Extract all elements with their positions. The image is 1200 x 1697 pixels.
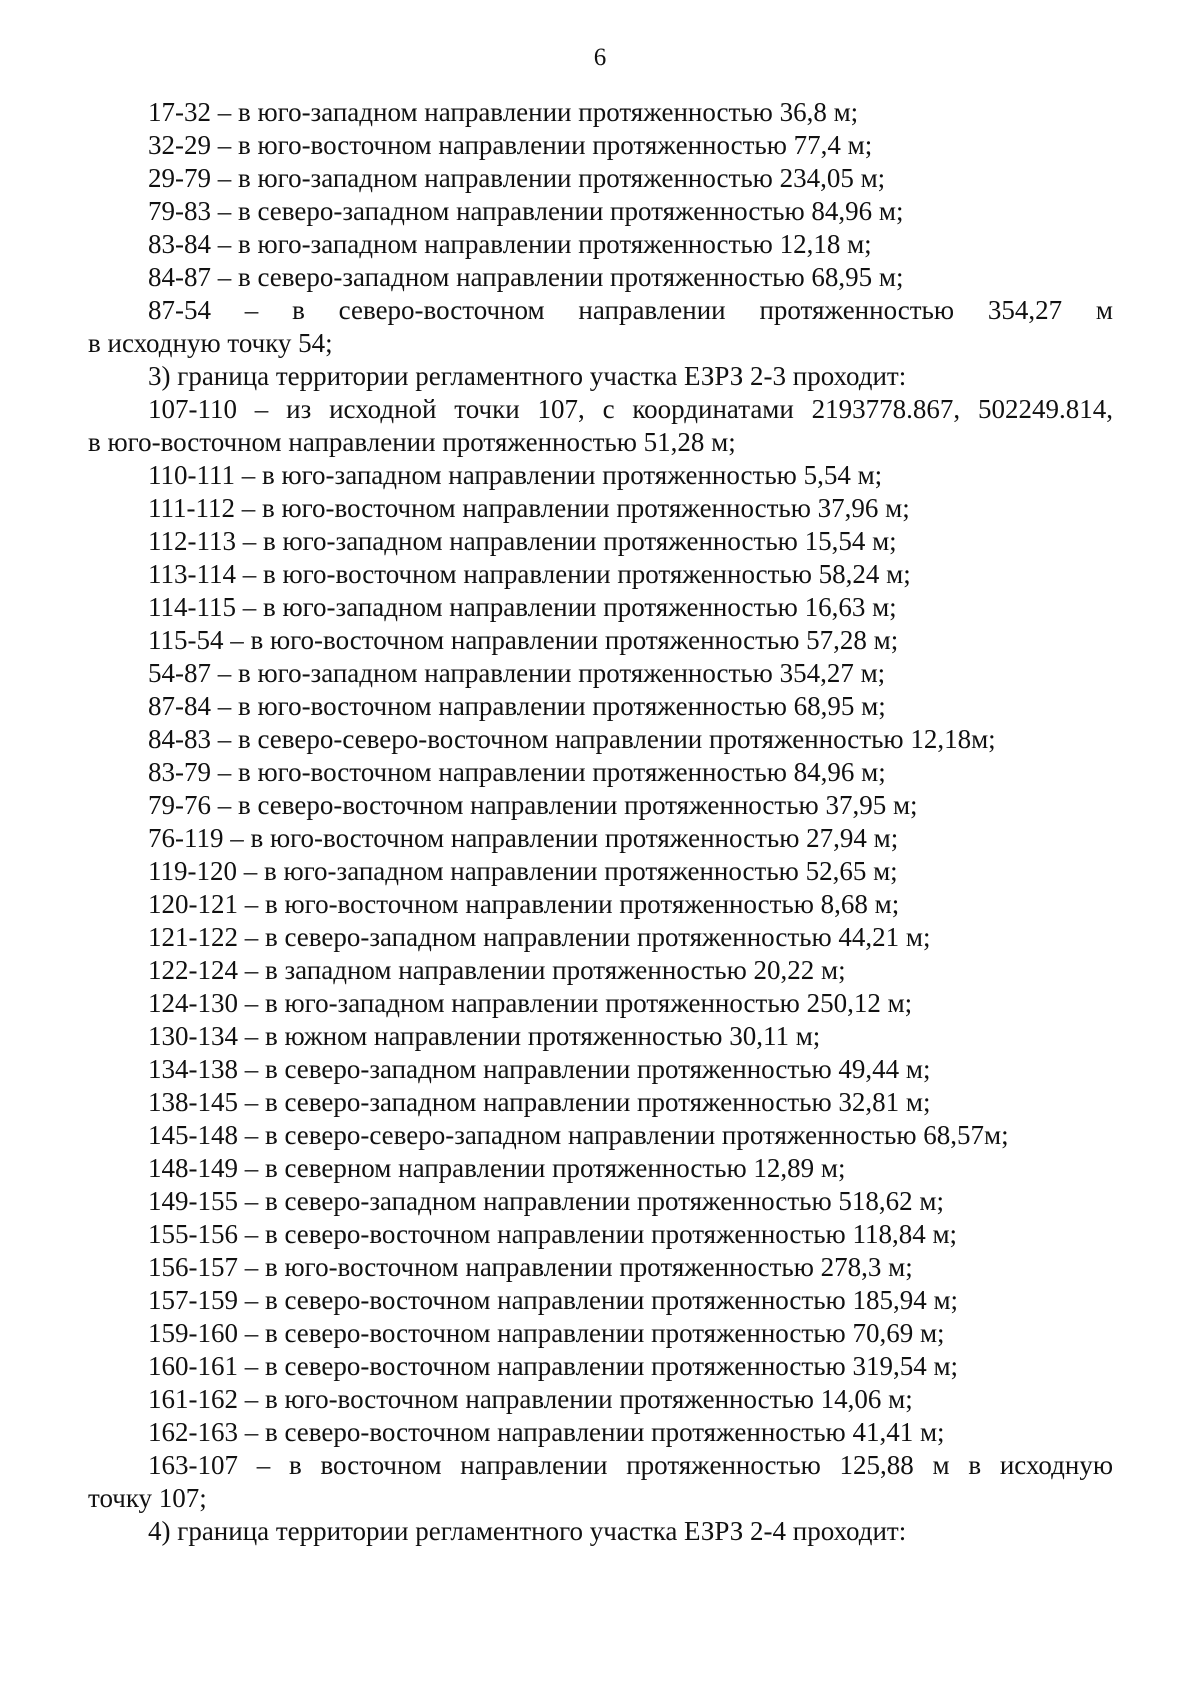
text-line: 54-87 – в юго-западном направлении протяженностью 354,27 м; [148,658,886,688]
page-number: 6 [593,44,607,71]
text-line: 156-157 – в юго-восточном направлении протяженностью 278,3 м; [148,1252,913,1282]
text-line: 145-148 – в северо-северо-западном направлении протяженностью 68,57м; [148,1120,1009,1150]
text-line: 124-130 – в юго-западном направлении протяженностью 250,12 м; [148,988,913,1018]
text-line: 121-122 – в северо-западном направлении протяженностью 44,21 м; [148,922,931,952]
text-line: 17-32 – в юго-западном направлении протяженностью 36,8 м; [148,97,859,127]
text-line: 119-120 – в юго-западном направлении протяженностью 52,65 м; [148,856,898,886]
text-line: 122-124 – в западном направлении протяженностью 20,22 м; [148,955,846,985]
text-line: 114-115 – в юго-западном направлении протяженностью 16,63 м; [148,592,897,622]
text-line: в исходную точку 54; [88,328,333,358]
document-body [88,96,1113,1548]
text-line: 159-160 – в северо-восточном направлении протяженностью 70,69 м; [148,1318,945,1348]
text-line: 162-163 – в северо-восточном направлении протяженностью 41,41 м; [148,1417,945,1447]
text-line: 83-84 – в юго-западном направлении протяженностью 12,18 м; [148,229,872,259]
text-line: 130-134 – в южном направлении протяженностью 30,11 м; [148,1021,821,1051]
text-line: 155-156 – в северо-восточном направлении протяженностью 118,84 м; [148,1219,958,1249]
text-line: 148-149 – в северном направлении протяженностью 12,89 м; [148,1153,846,1183]
text-line: 84-87 – в северо-западном направлении протяженностью 68,95 м; [148,262,904,292]
text-line: 120-121 – в юго-восточном направлении протяженностью 8,68 м; [148,889,900,919]
section-heading: 3) граница территории регламентного участка ЕЗРЗ 2-3 проходит: [148,361,907,391]
text-line: 161-162 – в юго-восточном направлении протяженностью 14,06 м; [148,1384,913,1414]
text-line: 138-145 – в северо-западном направлении протяженностью 32,81 м; [148,1087,931,1117]
text-line: 157-159 – в северо-восточном направлении протяженностью 185,94 м; [148,1285,959,1315]
text-line: 115-54 – в юго-восточном направлении протяженностью 57,28 м; [148,625,899,655]
text-line: в юго-восточном направлении протяженностью 51,28 м; [88,427,736,457]
text-line: 110-111 – в юго-западном направлении протяженностью 5,54 м; [148,460,883,490]
text-line: 87-84 – в юго-восточном направлении протяженностью 68,95 м; [148,691,886,721]
text-line: 112-113 – в юго-западном направлении протяженностью 15,54 м; [148,526,897,556]
text-line: 32-29 – в юго-восточном направлении протяженностью 77,4 м; [148,130,873,160]
text-line: 160-161 – в северо-восточном направлении протяженностью 319,54 м; [148,1351,959,1381]
text-line: 149-155 – в северо-западном направлении протяженностью 518,62 м; [148,1186,944,1216]
text-line: 111-112 – в юго-восточном направлении протяженностью 37,96 м; [148,493,910,523]
text-line: 84-83 – в северо-северо-восточном направлении протяженностью 12,18м; [148,724,996,754]
text-line: 107-110 – из исходной точки 107, с координатами 2193778.867, 502249.814, [148,394,1113,424]
section-heading: 4) граница территории регламентного участка ЕЗРЗ 2-4 проходит: [148,1516,907,1546]
text-line: 87-54 – в северо-восточном направлении протяженностью 354,27 м [148,295,1113,325]
text-line: точку 107; [88,1483,207,1513]
text-line: 163-107 – в восточном направлении протяженностью 125,88 м в исходную [148,1450,1113,1480]
text-line: 113-114 – в юго-восточном направлении протяженностью 58,24 м; [148,559,911,589]
text-line: 79-83 – в северо-западном направлении протяженностью 84,96 м; [148,196,904,226]
text-line: 134-138 – в северо-западном направлении протяженностью 49,44 м; [148,1054,931,1084]
text-line: 83-79 – в юго-восточном направлении протяженностью 84,96 м; [148,757,886,787]
text-line: 79-76 – в северо-восточном направлении протяженностью 37,95 м; [148,790,918,820]
text-line: 76-119 – в юго-восточном направлении протяженностью 27,94 м; [148,823,899,853]
text-line: 29-79 – в юго-западном направлении протяженностью 234,05 м; [148,163,886,193]
